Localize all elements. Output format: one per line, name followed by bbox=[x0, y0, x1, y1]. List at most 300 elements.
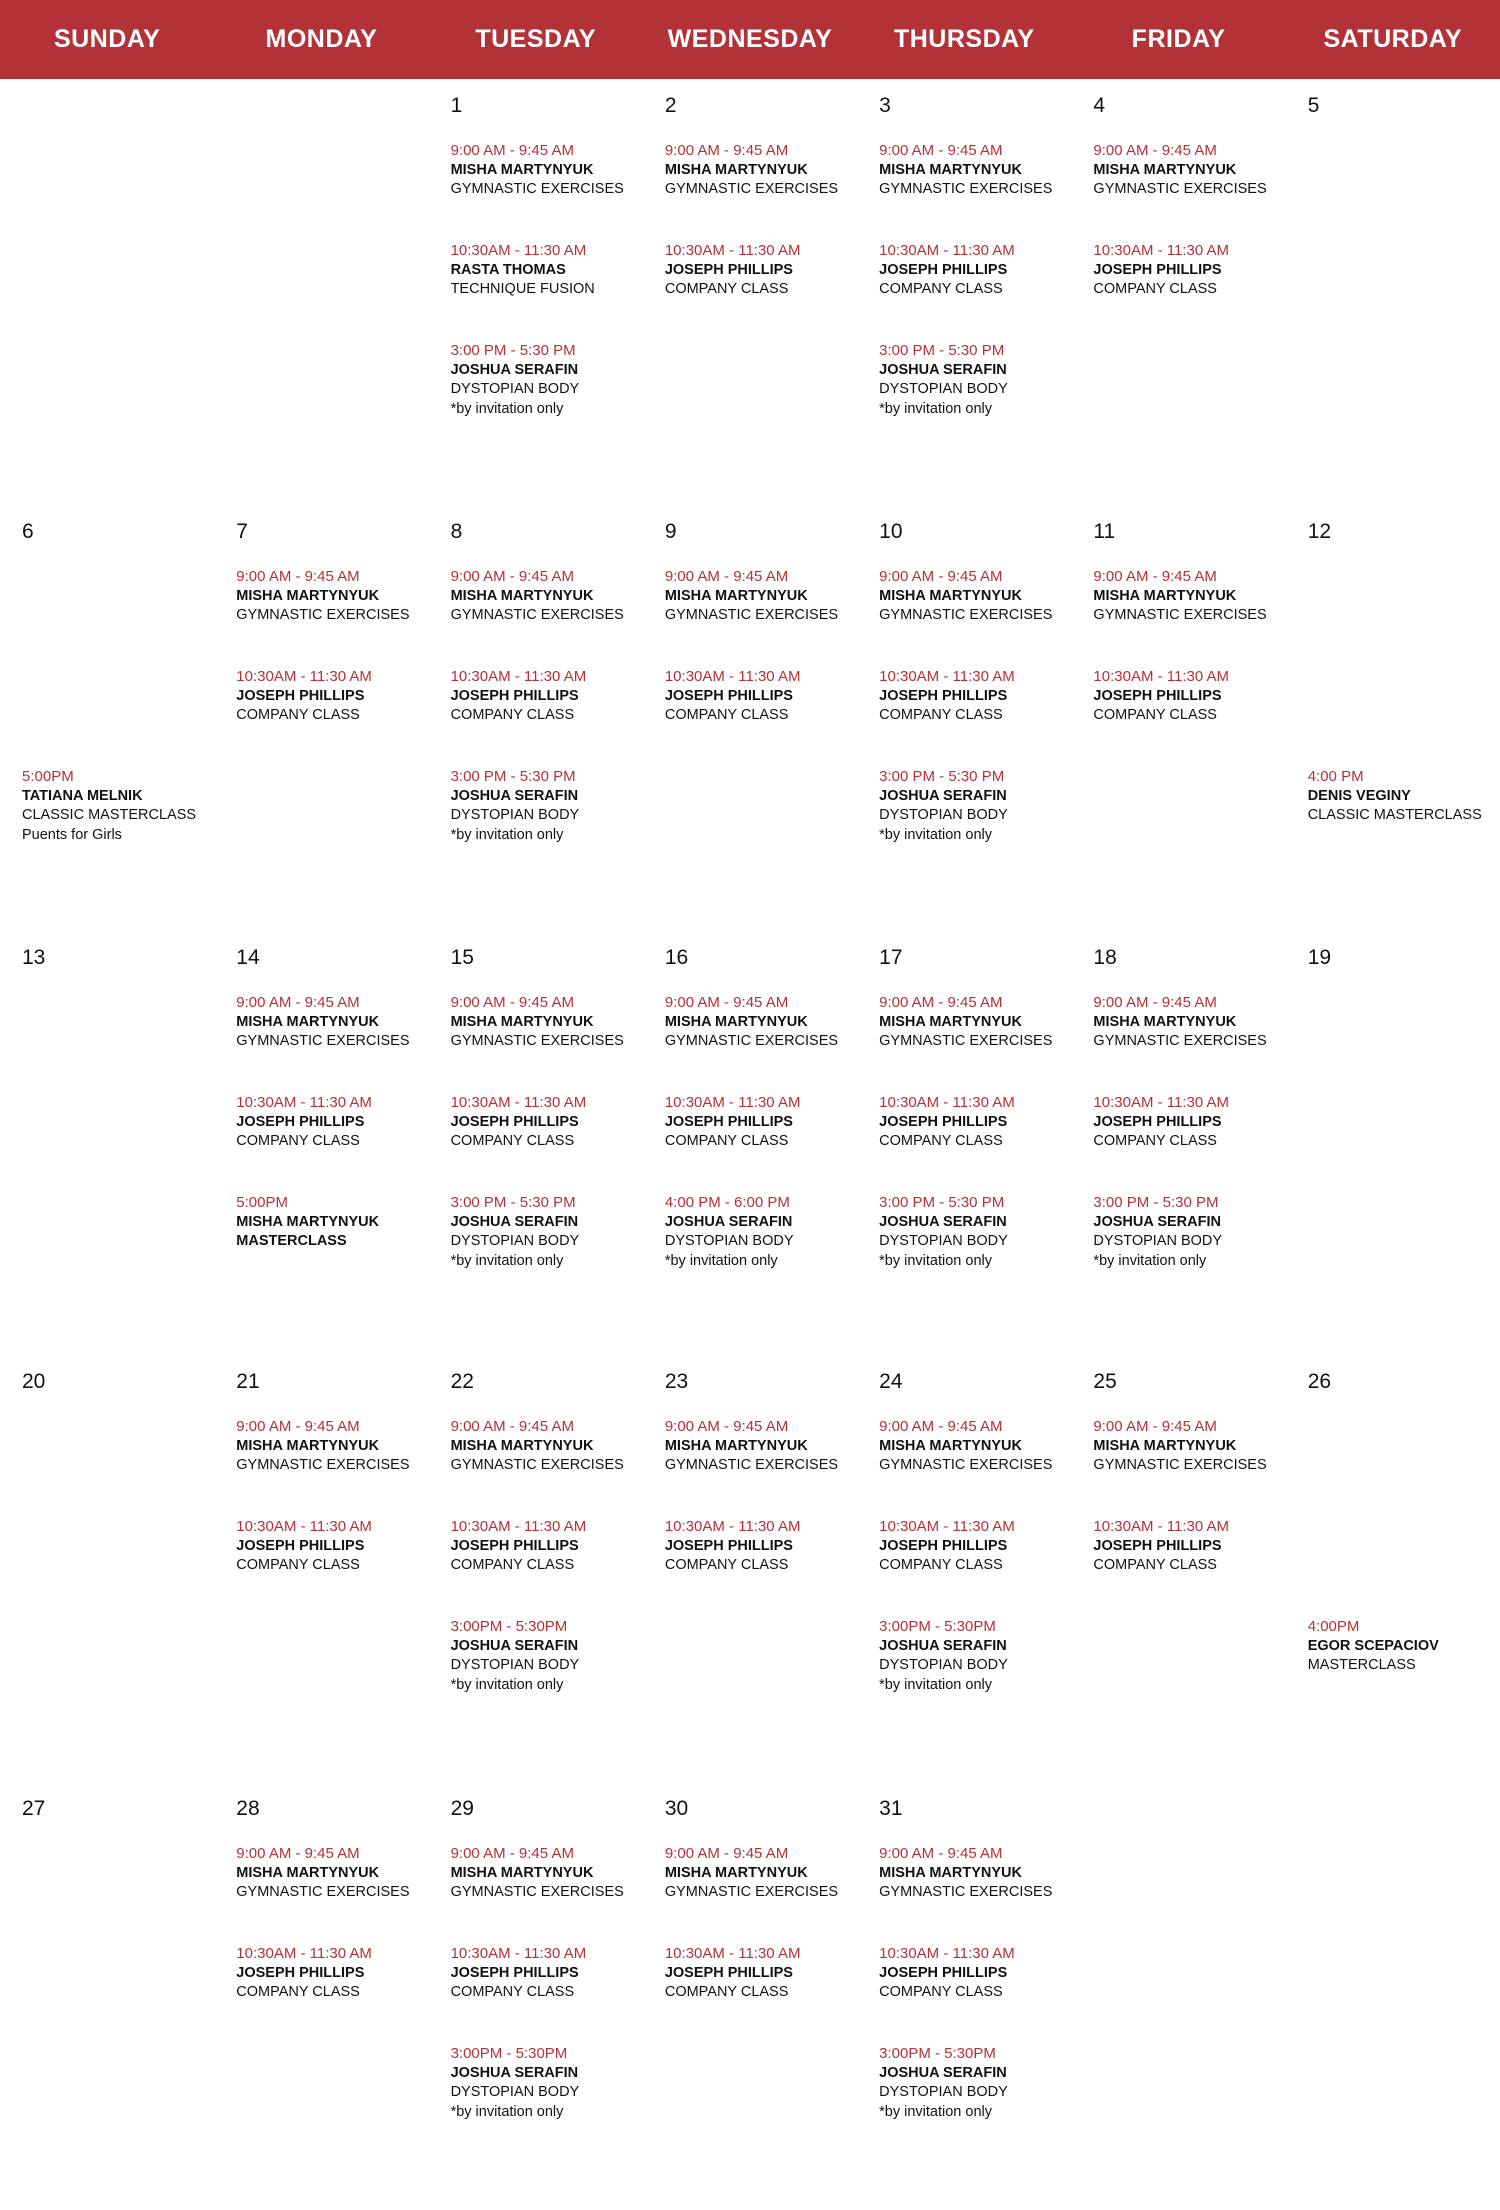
event-instructor: MISHA MARTYNYUK bbox=[879, 587, 1022, 604]
event-class-name: COMPANY CLASS bbox=[236, 1984, 360, 2001]
event-time: 3:00 PM - 5:30 PM bbox=[1093, 1194, 1219, 1211]
day-number: 8 bbox=[450, 520, 463, 543]
day-number: 29 bbox=[450, 1797, 474, 1820]
event-class-name: COMPANY CLASS bbox=[1093, 707, 1217, 724]
event-instructor: TATIANA MELNIK bbox=[22, 787, 143, 804]
event-class-name: COMPANY CLASS bbox=[664, 1133, 789, 1150]
class-event[interactable] bbox=[236, 1417, 426, 1476]
event-class-name: GYMNASTIC EXERCISES bbox=[450, 1457, 624, 1474]
event-note: Puents for Girls bbox=[22, 827, 122, 844]
class-event[interactable] bbox=[1093, 567, 1283, 626]
event-time: 9:00 AM - 9:45 AM bbox=[236, 1418, 360, 1435]
event-time: 10:30AM - 11:30 AM bbox=[1093, 1518, 1230, 1535]
event-class-name: DYSTOPIAN BODY bbox=[879, 807, 1008, 824]
event-time: 10:30AM - 11:30 AM bbox=[450, 1518, 587, 1535]
event-class-name: DYSTOPIAN BODY bbox=[450, 381, 580, 398]
day-number: 21 bbox=[236, 1370, 260, 1393]
event-instructor: JOSEPH PHILLIPS bbox=[879, 1113, 1008, 1130]
day-number: 26 bbox=[1307, 1370, 1332, 1393]
event-instructor: JOSEPH PHILLIPS bbox=[664, 1537, 793, 1554]
event-class-name: GYMNASTIC EXERCISES bbox=[664, 1457, 839, 1474]
class-event[interactable] bbox=[879, 241, 1069, 300]
day-number: 19 bbox=[1307, 946, 1332, 969]
class-event[interactable] bbox=[1093, 241, 1283, 300]
event-time: 9:00 AM - 9:45 AM bbox=[236, 994, 360, 1011]
event-time: 10:30AM - 11:30 AM bbox=[1093, 668, 1230, 685]
event-class-name: GYMNASTIC EXERCISES bbox=[1093, 607, 1267, 624]
event-class-name: DYSTOPIAN BODY bbox=[879, 2084, 1008, 2101]
event-time: 10:30AM - 11:30 AM bbox=[879, 242, 1015, 259]
calendar-day-cell[interactable] bbox=[857, 505, 1071, 931]
class-event[interactable] bbox=[1093, 1417, 1283, 1476]
class-event[interactable] bbox=[879, 1617, 1069, 1696]
event-instructor: JOSHUA SERAFIN bbox=[879, 787, 1007, 804]
class-event[interactable] bbox=[451, 767, 641, 846]
class-event[interactable] bbox=[236, 1844, 426, 1903]
event-instructor: MISHA MARTYNYUK bbox=[879, 1864, 1022, 1881]
event-instructor: MISHA MARTYNYUK bbox=[664, 1013, 808, 1030]
event-instructor: EGOR SCEPACIOV bbox=[1307, 1637, 1439, 1654]
class-event[interactable] bbox=[879, 1844, 1069, 1903]
event-time: 10:30AM - 11:30 AM bbox=[1093, 242, 1230, 259]
event-note: *by invitation only bbox=[879, 2104, 992, 2121]
event-class-name: GYMNASTIC EXERCISES bbox=[236, 607, 410, 624]
calendar-day-cell[interactable] bbox=[857, 79, 1071, 505]
event-time: 10:30AM - 11:30 AM bbox=[236, 1094, 372, 1111]
event-time: 10:30AM - 11:30 AM bbox=[879, 1094, 1015, 1111]
event-class-name: DYSTOPIAN BODY bbox=[450, 807, 580, 824]
event-class-name: DYSTOPIAN BODY bbox=[879, 1657, 1008, 1674]
event-class-name: GYMNASTIC EXERCISES bbox=[664, 1033, 839, 1050]
day-number: 12 bbox=[1307, 520, 1332, 543]
event-class-name: MASTERCLASS bbox=[236, 1233, 347, 1250]
class-event[interactable] bbox=[1093, 141, 1283, 200]
class-event[interactable] bbox=[451, 1617, 641, 1696]
event-instructor: MISHA MARTYNYUK bbox=[450, 1013, 594, 1030]
calendar-day-cell[interactable] bbox=[1071, 505, 1285, 931]
class-event[interactable] bbox=[451, 2044, 641, 2123]
class-event[interactable] bbox=[236, 1944, 426, 2003]
class-event[interactable] bbox=[879, 767, 1069, 846]
event-time: 9:00 AM - 9:45 AM bbox=[879, 1845, 1003, 1862]
event-instructor: JOSEPH PHILLIPS bbox=[450, 1964, 579, 1981]
class-event[interactable] bbox=[1093, 993, 1283, 1052]
calendar-day-cell[interactable] bbox=[214, 1782, 428, 2210]
class-event[interactable] bbox=[665, 1517, 855, 1576]
weekday-header bbox=[0, 0, 1500, 79]
day-number: 1 bbox=[450, 94, 463, 117]
class-event[interactable] bbox=[879, 341, 1069, 420]
event-time: 9:00 AM - 9:45 AM bbox=[664, 568, 789, 585]
calendar-day-cell[interactable] bbox=[643, 1782, 857, 2210]
event-class-name: GYMNASTIC EXERCISES bbox=[1093, 181, 1267, 198]
event-note: *by invitation only bbox=[1093, 1253, 1207, 1270]
weekday-sunday: SUNDAY bbox=[54, 25, 161, 53]
class-event[interactable] bbox=[236, 1193, 426, 1252]
calendar-day-cell bbox=[1071, 1782, 1285, 2210]
class-event[interactable] bbox=[665, 1417, 855, 1476]
event-time: 3:00 PM - 5:30 PM bbox=[450, 1194, 576, 1211]
calendar-day-cell[interactable] bbox=[0, 505, 214, 931]
day-number: 15 bbox=[450, 946, 474, 969]
event-time: 4:00PM bbox=[1307, 1618, 1360, 1635]
event-class-name: GYMNASTIC EXERCISES bbox=[879, 1457, 1053, 1474]
class-event[interactable] bbox=[665, 993, 855, 1052]
event-instructor: RASTA THOMAS bbox=[450, 261, 566, 278]
calendar-day-cell[interactable] bbox=[1286, 505, 1500, 931]
event-class-name: COMPANY CLASS bbox=[664, 707, 789, 724]
event-instructor: JOSHUA SERAFIN bbox=[664, 1213, 793, 1230]
calendar-day-cell[interactable] bbox=[643, 1355, 857, 1782]
calendar-day-cell[interactable] bbox=[857, 1782, 1071, 2210]
calendar-day-cell[interactable] bbox=[643, 505, 857, 931]
class-event[interactable] bbox=[236, 567, 426, 626]
event-instructor: JOSEPH PHILLIPS bbox=[879, 687, 1008, 704]
event-time: 9:00 AM - 9:45 AM bbox=[1093, 1418, 1217, 1435]
event-instructor: MISHA MARTYNYUK bbox=[450, 1864, 594, 1881]
event-instructor: MISHA MARTYNYUK bbox=[450, 161, 594, 178]
event-class-name: GYMNASTIC EXERCISES bbox=[236, 1884, 410, 1901]
event-class-name: GYMNASTIC EXERCISES bbox=[879, 607, 1053, 624]
class-event[interactable] bbox=[451, 667, 641, 726]
event-class-name: COMPANY CLASS bbox=[664, 1557, 789, 1574]
day-number: 20 bbox=[22, 1370, 46, 1393]
event-class-name: COMPANY CLASS bbox=[879, 1984, 1003, 2001]
class-event[interactable] bbox=[665, 241, 855, 300]
class-event[interactable] bbox=[451, 1944, 641, 2003]
class-event[interactable] bbox=[1308, 767, 1498, 826]
event-class-name: COMPANY CLASS bbox=[1093, 281, 1217, 298]
event-time: 9:00 AM - 9:45 AM bbox=[879, 994, 1003, 1011]
event-instructor: MISHA MARTYNYUK bbox=[1093, 1437, 1237, 1454]
day-number: 30 bbox=[664, 1797, 689, 1820]
event-instructor: JOSEPH PHILLIPS bbox=[879, 1964, 1008, 1981]
event-time: 10:30AM - 11:30 AM bbox=[879, 1518, 1015, 1535]
event-instructor: JOSHUA SERAFIN bbox=[1093, 1213, 1221, 1230]
event-instructor: JOSEPH PHILLIPS bbox=[236, 1964, 365, 1981]
event-time: 9:00 AM - 9:45 AM bbox=[1093, 568, 1217, 585]
event-instructor: JOSHUA SERAFIN bbox=[450, 1213, 579, 1230]
event-instructor: JOSEPH PHILLIPS bbox=[664, 261, 793, 278]
calendar-day-cell bbox=[214, 79, 428, 505]
event-class-name: GYMNASTIC EXERCISES bbox=[664, 607, 839, 624]
class-event[interactable] bbox=[1093, 1093, 1283, 1152]
event-instructor: JOSEPH PHILLIPS bbox=[236, 687, 365, 704]
event-class-name: TECHNIQUE FUSION bbox=[450, 281, 595, 298]
event-time: 10:30AM - 11:30 AM bbox=[450, 1094, 587, 1111]
calendar-day-cell[interactable] bbox=[429, 931, 643, 1355]
event-class-name: COMPANY CLASS bbox=[236, 1557, 360, 1574]
event-instructor: MISHA MARTYNYUK bbox=[664, 587, 808, 604]
event-time: 10:30AM - 11:30 AM bbox=[450, 1945, 587, 1962]
class-event[interactable] bbox=[236, 993, 426, 1052]
class-event[interactable] bbox=[879, 1944, 1069, 2003]
calendar-day-cell[interactable] bbox=[1286, 931, 1500, 1355]
class-event[interactable] bbox=[451, 993, 641, 1052]
event-note: *by invitation only bbox=[879, 827, 992, 844]
event-instructor: JOSHUA SERAFIN bbox=[879, 1637, 1007, 1654]
day-number: 5 bbox=[1307, 94, 1320, 117]
calendar-day-cell[interactable] bbox=[429, 1355, 643, 1782]
event-time: 10:30AM - 11:30 AM bbox=[450, 668, 587, 685]
event-time: 9:00 AM - 9:45 AM bbox=[879, 142, 1003, 159]
event-time: 9:00 AM - 9:45 AM bbox=[664, 142, 789, 159]
event-instructor: MISHA MARTYNYUK bbox=[664, 1864, 808, 1881]
day-number: 28 bbox=[236, 1797, 260, 1820]
class-event[interactable] bbox=[879, 1417, 1069, 1476]
class-event[interactable] bbox=[879, 1193, 1069, 1272]
event-class-name: GYMNASTIC EXERCISES bbox=[879, 1033, 1053, 1050]
calendar-day-cell[interactable] bbox=[1071, 931, 1285, 1355]
event-class-name: DYSTOPIAN BODY bbox=[879, 1233, 1008, 1250]
event-time: 3:00 PM - 5:30 PM bbox=[450, 342, 576, 359]
event-note: *by invitation only bbox=[450, 2104, 564, 2121]
class-event[interactable] bbox=[451, 1193, 641, 1272]
event-instructor: JOSEPH PHILLIPS bbox=[450, 687, 579, 704]
event-time: 10:30AM - 11:30 AM bbox=[236, 1518, 372, 1535]
event-time: 3:00PM - 5:30PM bbox=[879, 2045, 996, 2062]
class-event[interactable] bbox=[879, 141, 1069, 200]
calendar-day-cell[interactable] bbox=[1286, 1355, 1500, 1782]
class-event[interactable] bbox=[1308, 1617, 1498, 1676]
event-time: 3:00PM - 5:30PM bbox=[450, 1618, 568, 1635]
event-class-name: DYSTOPIAN BODY bbox=[450, 2084, 580, 2101]
weekday-saturday: SATURDAY bbox=[1323, 25, 1463, 53]
event-time: 9:00 AM - 9:45 AM bbox=[450, 1845, 574, 1862]
event-class-name: CLASSIC MASTERCLASS bbox=[22, 807, 197, 824]
event-time: 5:00PM bbox=[22, 768, 74, 785]
event-class-name: GYMNASTIC EXERCISES bbox=[450, 181, 624, 198]
event-class-name: COMPANY CLASS bbox=[450, 1557, 575, 1574]
event-time: 4:00 PM - 6:00 PM bbox=[664, 1194, 790, 1211]
day-number: 10 bbox=[879, 520, 903, 543]
event-note: *by invitation only bbox=[664, 1253, 778, 1270]
event-instructor: MISHA MARTYNYUK bbox=[236, 587, 380, 604]
class-event[interactable] bbox=[879, 2044, 1069, 2123]
calendar-day-cell[interactable] bbox=[214, 1355, 428, 1782]
event-class-name: GYMNASTIC EXERCISES bbox=[450, 1033, 624, 1050]
class-event[interactable] bbox=[665, 141, 855, 200]
event-class-name: GYMNASTIC EXERCISES bbox=[450, 607, 624, 624]
class-event[interactable] bbox=[451, 1093, 641, 1152]
event-class-name: COMPANY CLASS bbox=[450, 1984, 575, 2001]
event-instructor: JOSEPH PHILLIPS bbox=[1093, 1113, 1222, 1130]
event-class-name: DYSTOPIAN BODY bbox=[450, 1233, 580, 1250]
event-note: *by invitation only bbox=[450, 827, 564, 844]
class-event[interactable] bbox=[236, 1093, 426, 1152]
event-instructor: JOSHUA SERAFIN bbox=[450, 361, 579, 378]
calendar-day-cell[interactable] bbox=[429, 1782, 643, 2210]
event-time: 3:00 PM - 5:30 PM bbox=[879, 1194, 1005, 1211]
event-time: 9:00 AM - 9:45 AM bbox=[664, 1845, 789, 1862]
class-event[interactable] bbox=[451, 141, 641, 200]
event-time: 3:00 PM - 5:30 PM bbox=[450, 768, 576, 785]
event-class-name: COMPANY CLASS bbox=[879, 707, 1003, 724]
class-event[interactable] bbox=[665, 667, 855, 726]
event-time: 10:30AM - 11:30 AM bbox=[664, 242, 801, 259]
calendar-day-cell[interactable] bbox=[214, 931, 428, 1355]
class-event[interactable] bbox=[1093, 667, 1283, 726]
event-instructor: JOSEPH PHILLIPS bbox=[664, 1113, 793, 1130]
event-class-name: COMPANY CLASS bbox=[879, 281, 1003, 298]
event-time: 9:00 AM - 9:45 AM bbox=[236, 568, 360, 585]
event-class-name: COMPANY CLASS bbox=[1093, 1133, 1217, 1150]
event-note: *by invitation only bbox=[450, 401, 564, 418]
event-time: 9:00 AM - 9:45 AM bbox=[450, 994, 574, 1011]
class-event[interactable] bbox=[879, 567, 1069, 626]
event-note: *by invitation only bbox=[879, 1253, 992, 1270]
event-note: *by invitation only bbox=[879, 1677, 992, 1694]
day-number: 16 bbox=[664, 946, 689, 969]
class-event[interactable] bbox=[236, 1517, 426, 1576]
event-class-name: MASTERCLASS bbox=[1307, 1657, 1416, 1674]
event-instructor: JOSHUA SERAFIN bbox=[450, 2064, 579, 2081]
calendar-day-cell[interactable] bbox=[1286, 79, 1500, 505]
event-instructor: JOSEPH PHILLIPS bbox=[664, 1964, 793, 1981]
class-event[interactable] bbox=[451, 1844, 641, 1903]
event-instructor: MISHA MARTYNYUK bbox=[879, 1013, 1022, 1030]
class-event[interactable] bbox=[451, 1517, 641, 1576]
calendar-day-cell[interactable] bbox=[0, 1355, 214, 1782]
event-instructor: JOSEPH PHILLIPS bbox=[236, 1113, 365, 1130]
event-instructor: MISHA MARTYNYUK bbox=[236, 1864, 380, 1881]
event-instructor: MISHA MARTYNYUK bbox=[236, 1437, 380, 1454]
class-event[interactable] bbox=[879, 1517, 1069, 1576]
calendar-day-cell[interactable] bbox=[643, 931, 857, 1355]
event-time: 9:00 AM - 9:45 AM bbox=[450, 1418, 574, 1435]
event-class-name: COMPANY CLASS bbox=[1093, 1557, 1217, 1574]
event-note: *by invitation only bbox=[879, 401, 992, 418]
event-instructor: JOSEPH PHILLIPS bbox=[664, 687, 793, 704]
class-event[interactable] bbox=[879, 993, 1069, 1052]
class-event[interactable] bbox=[451, 1417, 641, 1476]
event-time: 10:30AM - 11:30 AM bbox=[664, 668, 801, 685]
event-class-name: GYMNASTIC EXERCISES bbox=[450, 1884, 624, 1901]
event-instructor: MISHA MARTYNYUK bbox=[236, 1213, 380, 1230]
calendar-day-cell[interactable] bbox=[0, 931, 214, 1355]
calendar-day-cell[interactable] bbox=[214, 505, 428, 931]
event-instructor: MISHA MARTYNYUK bbox=[1093, 1013, 1237, 1030]
event-class-name: GYMNASTIC EXERCISES bbox=[879, 181, 1053, 198]
event-instructor: MISHA MARTYNYUK bbox=[236, 1013, 380, 1030]
calendar-day-cell[interactable] bbox=[0, 1782, 214, 2210]
calendar-day-cell[interactable] bbox=[857, 931, 1071, 1355]
event-class-name: COMPANY CLASS bbox=[450, 707, 575, 724]
event-class-name: COMPANY CLASS bbox=[664, 1984, 789, 2001]
class-event[interactable] bbox=[879, 1093, 1069, 1152]
calendar-day-cell[interactable] bbox=[429, 505, 643, 931]
weekday-wednesday: WEDNESDAY bbox=[667, 25, 833, 53]
event-class-name: COMPANY CLASS bbox=[236, 707, 360, 724]
class-event[interactable] bbox=[451, 341, 641, 420]
calendar-day-cell[interactable] bbox=[643, 79, 857, 505]
event-time: 10:30AM - 11:30 AM bbox=[236, 1945, 372, 1962]
event-time: 9:00 AM - 9:45 AM bbox=[1093, 994, 1217, 1011]
class-event[interactable] bbox=[1093, 1517, 1283, 1576]
calendar-day-cell[interactable] bbox=[857, 1355, 1071, 1782]
event-class-name: GYMNASTIC EXERCISES bbox=[1093, 1033, 1267, 1050]
weekday-tuesday: TUESDAY bbox=[475, 25, 597, 53]
event-note: *by invitation only bbox=[450, 1677, 564, 1694]
day-number: 27 bbox=[22, 1797, 46, 1820]
event-note: *by invitation only bbox=[450, 1253, 564, 1270]
event-class-name: DYSTOPIAN BODY bbox=[664, 1233, 794, 1250]
calendar-day-cell[interactable] bbox=[1071, 1355, 1285, 1782]
event-instructor: DENIS VEGINY bbox=[1307, 787, 1411, 804]
event-class-name: CLASSIC MASTERCLASS bbox=[1307, 807, 1482, 824]
class-event[interactable] bbox=[451, 567, 641, 626]
day-number: 3 bbox=[879, 94, 891, 117]
class-event[interactable] bbox=[665, 1944, 855, 2003]
event-instructor: MISHA MARTYNYUK bbox=[450, 1437, 594, 1454]
event-time: 5:00PM bbox=[236, 1194, 288, 1211]
class-event[interactable] bbox=[236, 667, 426, 726]
calendar-day-cell[interactable] bbox=[1071, 79, 1285, 505]
event-time: 9:00 AM - 9:45 AM bbox=[1093, 142, 1217, 159]
class-event[interactable] bbox=[665, 1093, 855, 1152]
event-class-name: COMPANY CLASS bbox=[879, 1557, 1003, 1574]
weekday-friday: FRIDAY bbox=[1131, 25, 1226, 53]
event-instructor: MISHA MARTYNYUK bbox=[664, 1437, 808, 1454]
calendar-day-cell[interactable] bbox=[429, 79, 643, 505]
event-instructor: JOSHUA SERAFIN bbox=[450, 1637, 579, 1654]
event-time: 10:30AM - 11:30 AM bbox=[664, 1518, 801, 1535]
event-time: 10:30AM - 11:30 AM bbox=[450, 242, 587, 259]
day-number: 18 bbox=[1093, 946, 1117, 969]
day-number: 23 bbox=[664, 1370, 689, 1393]
day-number: 24 bbox=[879, 1370, 903, 1393]
class-event[interactable] bbox=[451, 241, 641, 300]
day-number: 25 bbox=[1093, 1370, 1117, 1393]
calendar-day-cell bbox=[0, 79, 214, 505]
event-class-name: DYSTOPIAN BODY bbox=[450, 1657, 580, 1674]
event-class-name: GYMNASTIC EXERCISES bbox=[1093, 1457, 1267, 1474]
event-time: 9:00 AM - 9:45 AM bbox=[879, 1418, 1003, 1435]
event-instructor: JOSEPH PHILLIPS bbox=[879, 1537, 1008, 1554]
event-time: 9:00 AM - 9:45 AM bbox=[450, 142, 574, 159]
event-time: 9:00 AM - 9:45 AM bbox=[879, 568, 1003, 585]
day-number: 14 bbox=[236, 946, 260, 969]
class-event[interactable] bbox=[1093, 1193, 1283, 1272]
day-number: 7 bbox=[236, 520, 248, 543]
event-time: 3:00PM - 5:30PM bbox=[879, 1618, 996, 1635]
event-class-name: GYMNASTIC EXERCISES bbox=[236, 1033, 410, 1050]
event-instructor: JOSEPH PHILLIPS bbox=[1093, 687, 1222, 704]
day-number: 22 bbox=[450, 1370, 474, 1393]
day-number: 11 bbox=[1093, 520, 1116, 543]
day-number: 13 bbox=[22, 946, 46, 969]
class-event[interactable] bbox=[879, 667, 1069, 726]
class-event[interactable] bbox=[22, 767, 212, 846]
event-instructor: JOSEPH PHILLIPS bbox=[1093, 1537, 1222, 1554]
event-instructor: JOSEPH PHILLIPS bbox=[879, 261, 1008, 278]
event-time: 10:30AM - 11:30 AM bbox=[1093, 1094, 1230, 1111]
event-time: 4:00 PM bbox=[1307, 768, 1364, 785]
day-number: 31 bbox=[879, 1797, 903, 1820]
class-event[interactable] bbox=[665, 1844, 855, 1903]
event-instructor: MISHA MARTYNYUK bbox=[879, 1437, 1022, 1454]
event-class-name: DYSTOPIAN BODY bbox=[1093, 1233, 1223, 1250]
weekday-monday: MONDAY bbox=[265, 25, 378, 53]
class-event[interactable] bbox=[665, 1193, 855, 1272]
event-class-name: COMPANY CLASS bbox=[879, 1133, 1003, 1150]
calendar-grid bbox=[0, 79, 1500, 2210]
event-class-name: DYSTOPIAN BODY bbox=[879, 381, 1008, 398]
class-event[interactable] bbox=[665, 567, 855, 626]
event-class-name: GYMNASTIC EXERCISES bbox=[879, 1884, 1053, 1901]
event-instructor: JOSEPH PHILLIPS bbox=[236, 1537, 365, 1554]
event-instructor: MISHA MARTYNYUK bbox=[1093, 587, 1237, 604]
